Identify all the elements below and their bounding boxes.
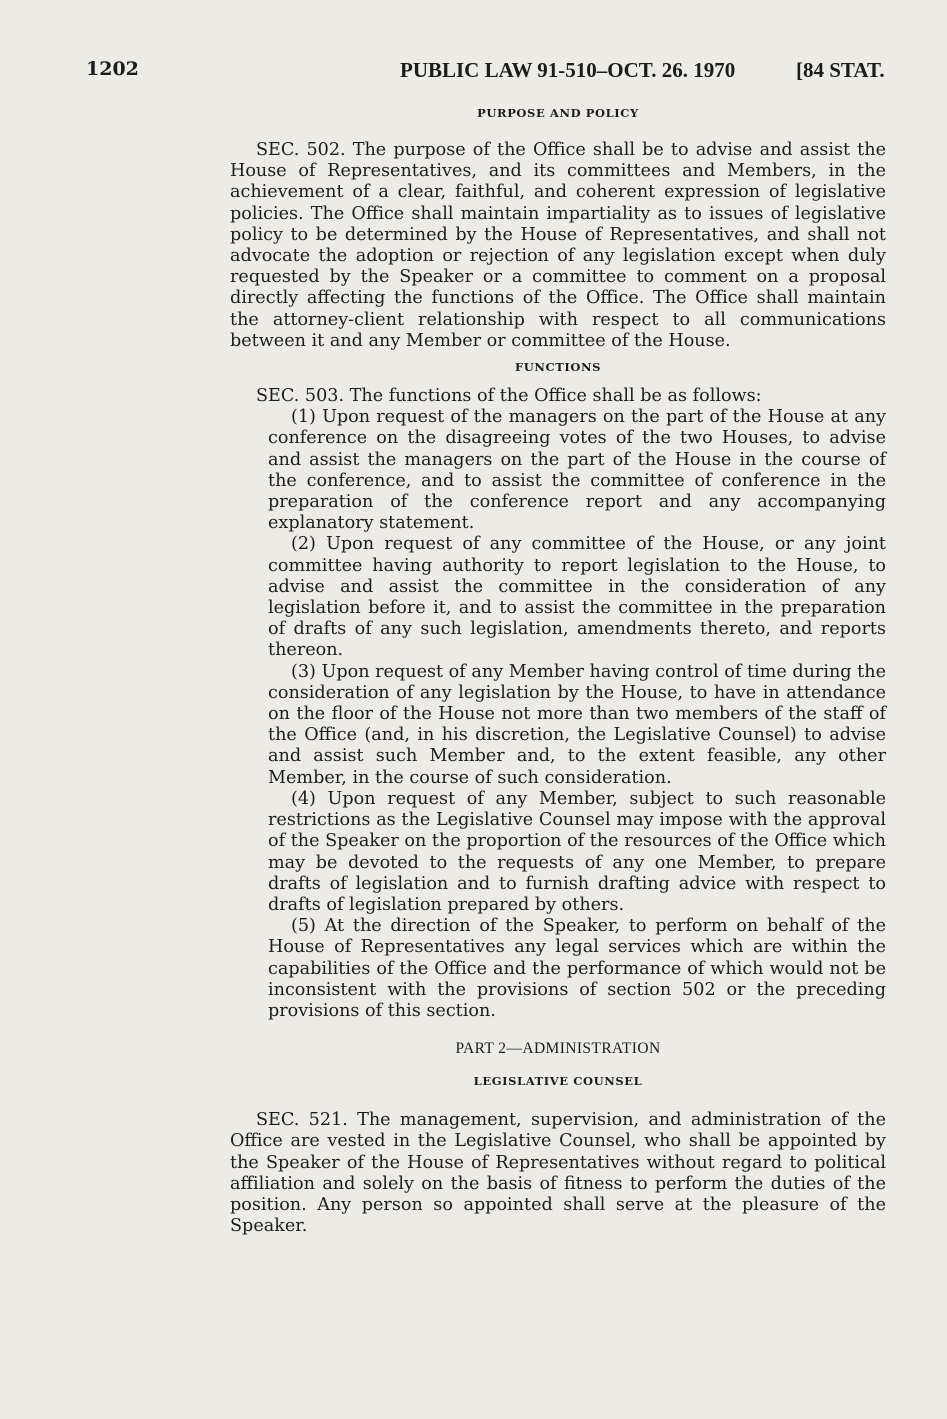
page-header (0, 58, 947, 90)
section-503-paragraph-3: (3) Upon request of any Member having control of time during the consideration of any legislation by the House, to have in attendance on the floor of the House not more than two members of the staff of the Office (and, in his discretion, the Legislative Counsel) to advise and assist such Member and, to the extent feasible, any other Member, in the course of such consideration. (268, 661, 886, 788)
section-503-paragraph-5: (5) At the direction of the Speaker, to perform on behalf of the House of Representatives any legal services which are within the capabilities of the Office and the performance of which would not be inconsistent with the provisions of section 502 or the preceding provisions of this section. (268, 916, 886, 1021)
statute-reference: [84 STAT. (796, 58, 885, 82)
document-body (230, 104, 886, 1237)
section-502: SEC. 502. The purpose of the Office shall be to advise and assist the House of Representatives, and its committees and Members, in the achievement of a clear, faithful, and coherent expression of legislative policies. The Office shall maintain impartiality as to issues of legislative policy to be determined by the House of Representatives, and shall not advocate the adoption or rejection of any legislation except when duly requested by the Speaker or a committee to comment on a proposal directly affecting the functions of the Office. The Office shall maintain the attorney-client relationship with respect to all communications between it and any Member or committee of the House. (230, 140, 886, 351)
heading-part-2: PART 2—ADMINISTRATION (455, 1040, 661, 1058)
heading-functions: FUNCTIONS (514, 360, 602, 375)
section-503-paragraph-2: (2) Upon request of any committee of the House, or any joint committee having authority to report legislation to the House, to advise and assist the committee in the consideration of any legislation before it, and to assist the committee in the preparation of drafts of any such legislation, amendments thereto, and reports thereon. (268, 534, 886, 661)
page-number: 1202 (86, 58, 139, 80)
section-503-paragraph-4: (4) Upon request of any Member, subject to such reasonable restrictions as the Legislative Counsel may impose with the approval of the Speaker on the proportion of the resources of the Office which may be devoted to the requests of any one Member, to prepare drafts of legislation and to furnish drafting advice with respect to drafts of legislation prepared by others. (268, 788, 886, 915)
running-title: PUBLIC LAW 91-510–OCT. 26. 1970 (400, 58, 736, 82)
section-503-intro: SEC. 503. The functions of the Office shall be as follows: (256, 386, 762, 407)
section-503-paragraph-1: (1) Upon request of the managers on the part of the House at any conference on the disagreeing votes of the two Houses, to advise and assist the managers on the part of the House in the course of the conference, and to assist the committee of conference in the preparation of the conference report and any accompanying explanatory statement. (268, 407, 886, 534)
heading-legislative-counsel: LEGISLATIVE COUNSEL (473, 1074, 643, 1089)
section-521: SEC. 521. The management, supervision, and administration of the Office are vested in the Legislative Counsel, who shall be appointed by the Speaker of the House of Representatives without regard to political affiliation and solely on the basis of fitness to perform the duties of the position. Any person so appointed shall serve at the pleasure of the Speaker. (230, 1110, 886, 1237)
heading-purpose-and-policy: PURPOSE AND POLICY (477, 106, 639, 120)
